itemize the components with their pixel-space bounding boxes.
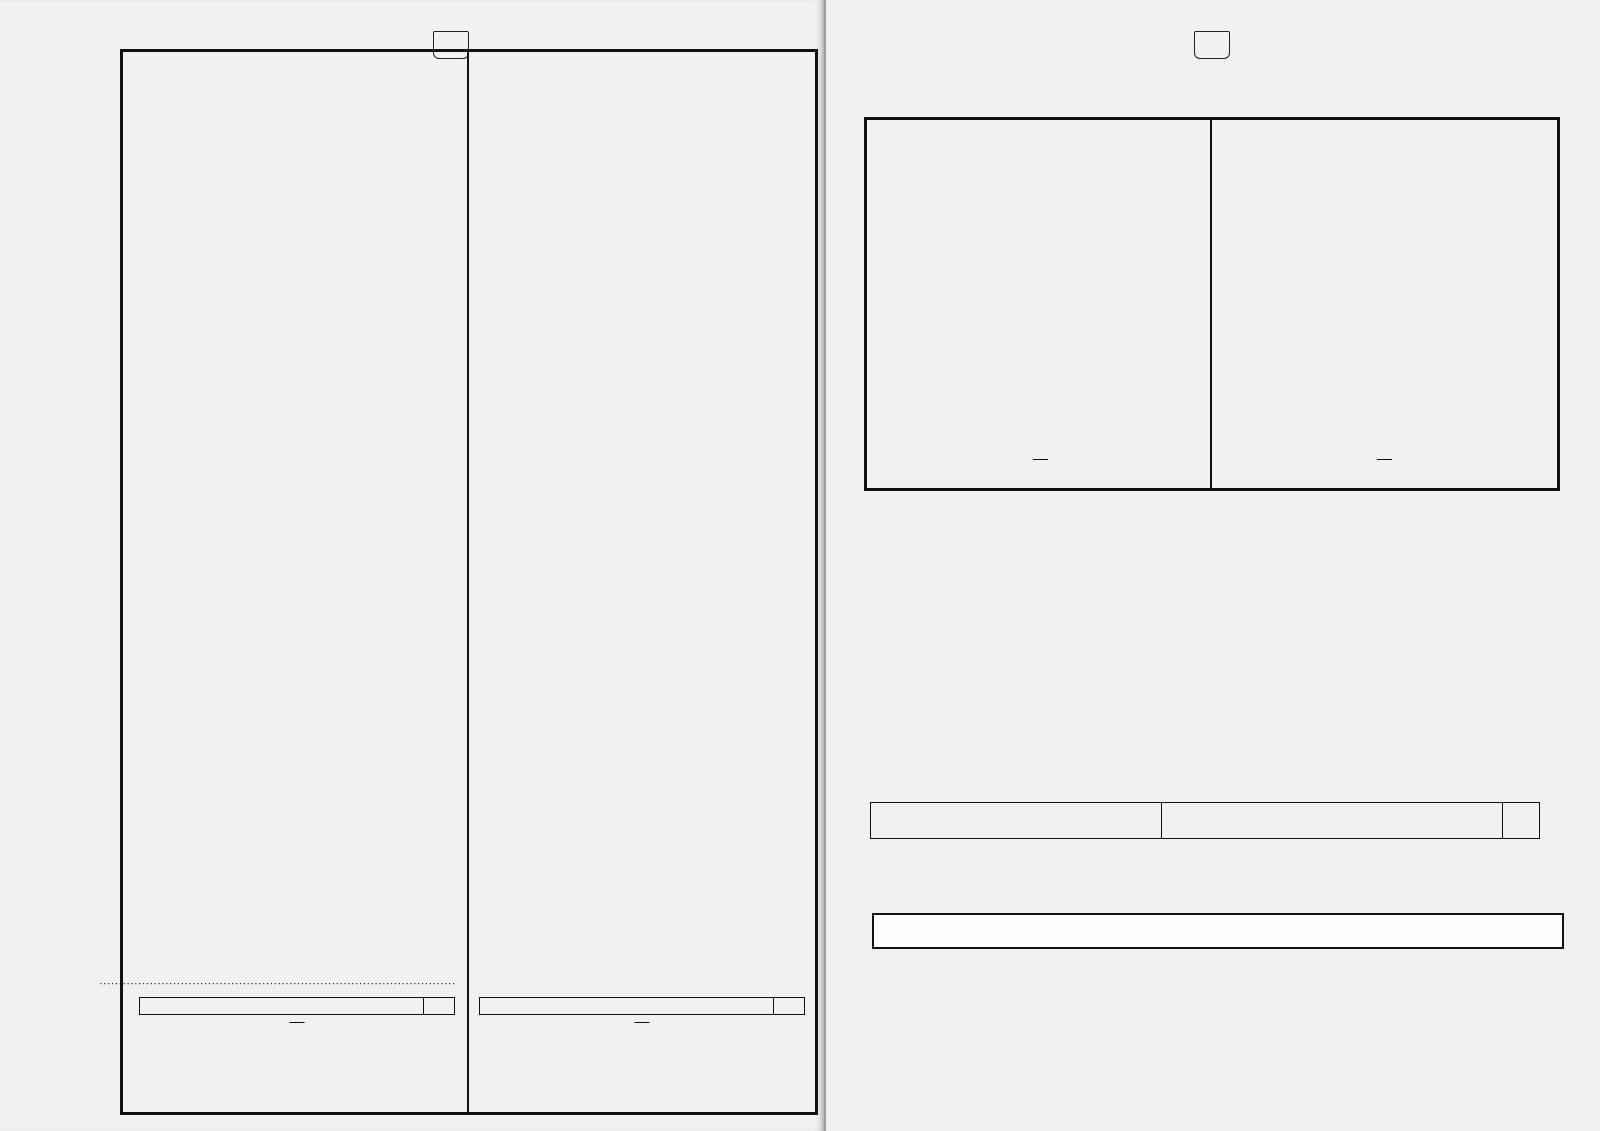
scrutineers-table-en [139, 997, 455, 1015]
en-column [873, 120, 1208, 488]
fr-column [1212, 120, 1557, 488]
camscanner-watermark [1558, 760, 1588, 1060]
fr-column [469, 52, 815, 1112]
secretary-name-box [872, 913, 1564, 949]
conduct-frame [864, 117, 1560, 491]
scrutineers-table [479, 997, 805, 1015]
absence-header-rep [871, 803, 1162, 839]
absence-table [870, 802, 1540, 839]
en-column: ............................................................................................ [129, 52, 465, 1112]
report-frame [98, 49, 818, 1115]
report-page-2 [824, 0, 1600, 1131]
absence-header-name [1162, 803, 1503, 839]
page-number [1194, 31, 1230, 59]
